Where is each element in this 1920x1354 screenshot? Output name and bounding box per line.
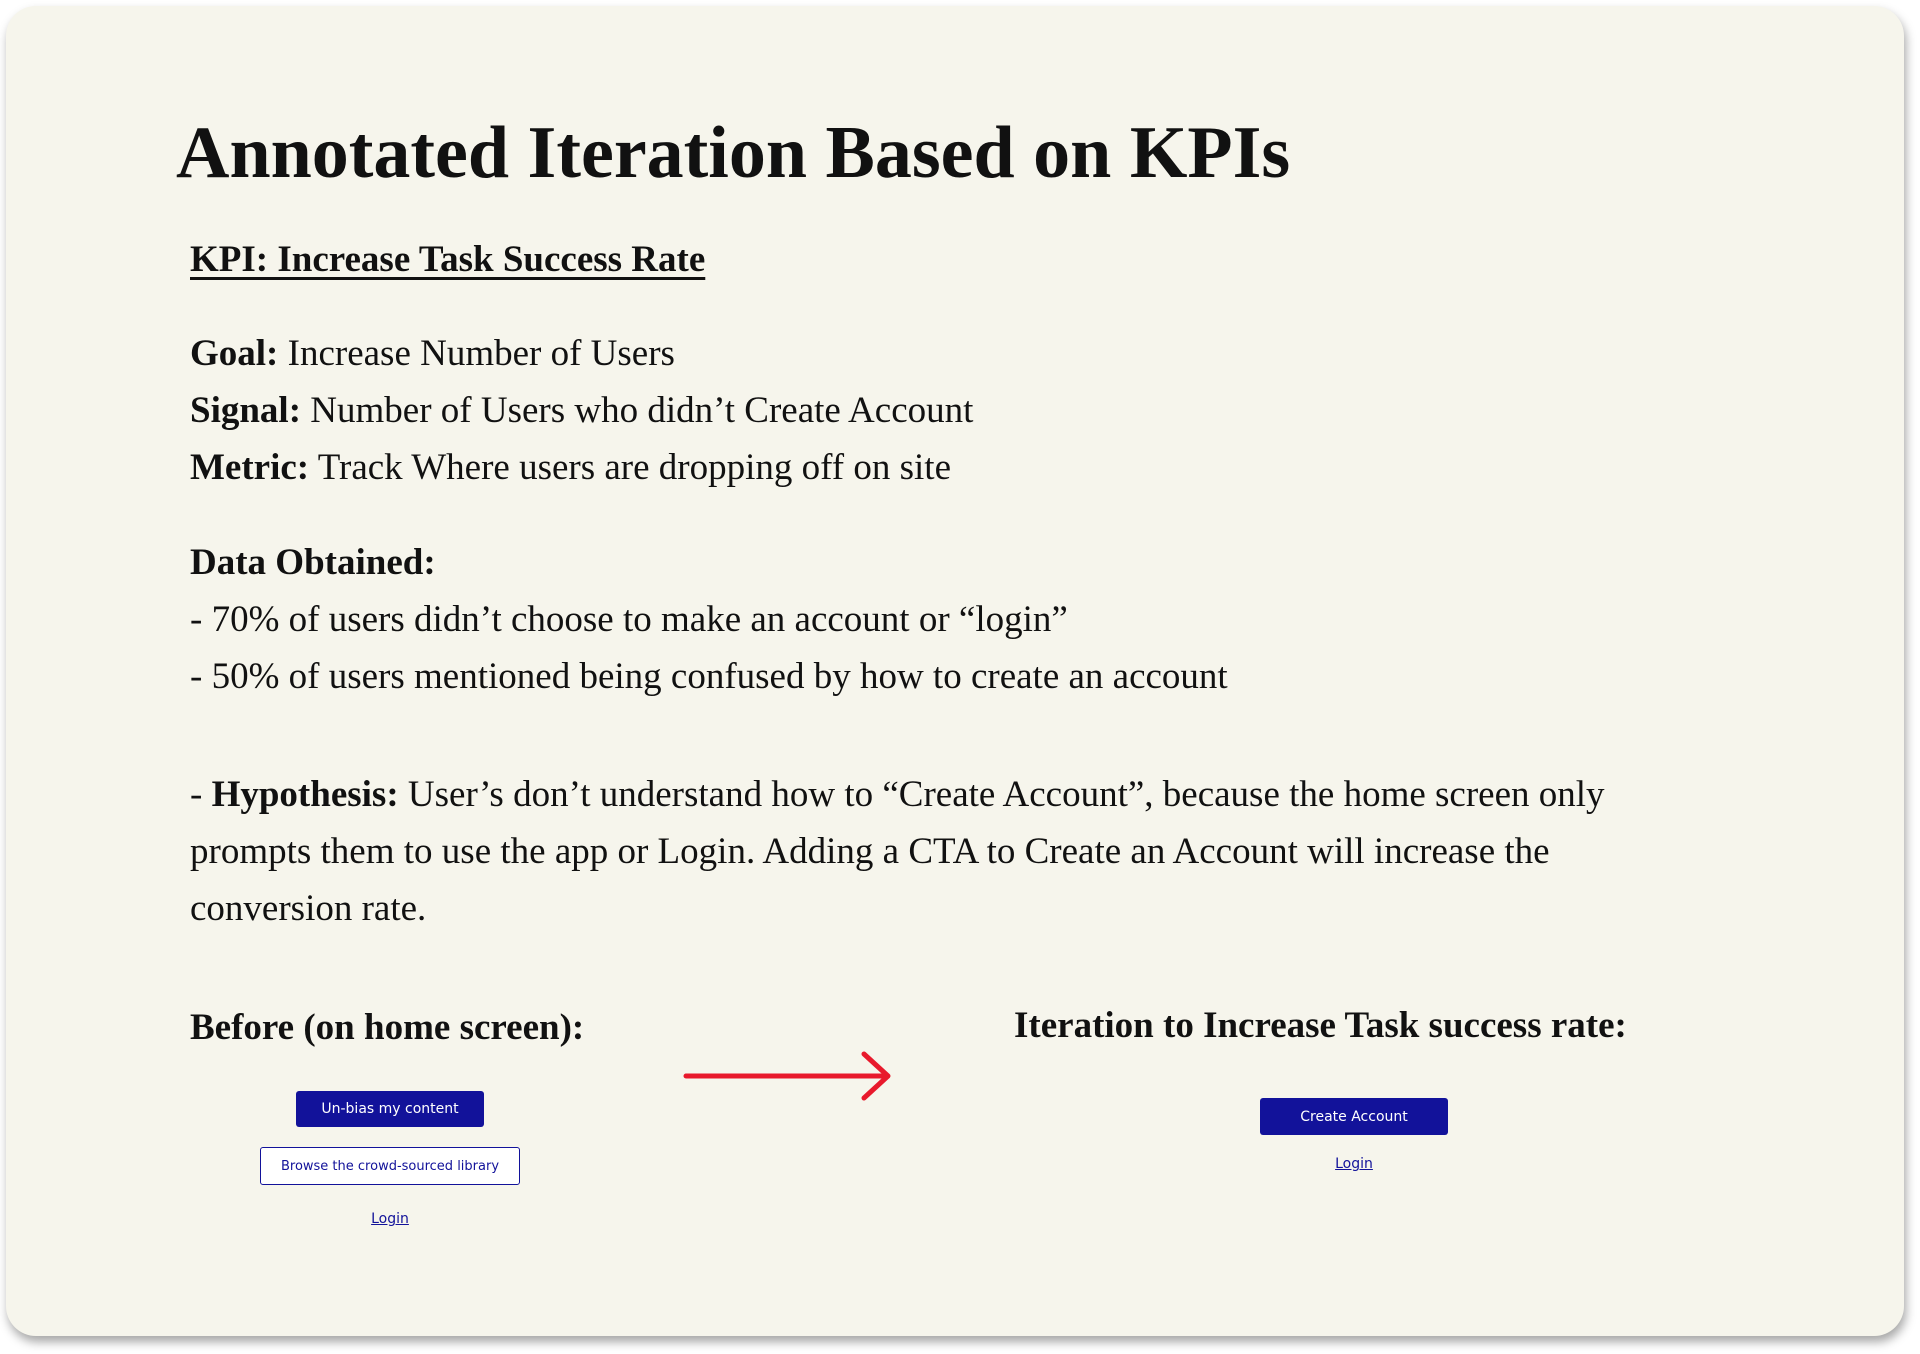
hypothesis-label: Hypothesis: bbox=[211, 774, 399, 815]
signal-line bbox=[190, 389, 973, 432]
right-arrow-icon bbox=[682, 1046, 896, 1106]
kpi-heading: KPI: Increase Task Success Rate bbox=[190, 239, 706, 280]
metric-line bbox=[190, 446, 951, 489]
signal-label: Signal: bbox=[190, 390, 302, 431]
slide-card bbox=[6, 6, 1904, 1336]
create-account-button[interactable]: Create Account bbox=[1260, 1098, 1448, 1135]
hypothesis-prefix: - bbox=[190, 774, 212, 815]
metric-text: Track Where users are dropping off on site bbox=[309, 447, 952, 488]
after-login-link[interactable]: Login bbox=[1335, 1156, 1373, 1172]
goal-text: Increase Number of Users bbox=[278, 333, 675, 374]
browse-library-button[interactable]: Browse the crowd-sourced library bbox=[260, 1147, 520, 1185]
data-item: - 50% of users mentioned being confused by how to create an account bbox=[190, 656, 1228, 697]
data-item: - 70% of users didn’t choose to make an account or “login” bbox=[190, 599, 1068, 640]
before-heading-part1: Before ( bbox=[190, 1007, 316, 1048]
data-obtained-heading bbox=[190, 541, 436, 584]
before-login-link[interactable]: Login bbox=[371, 1211, 409, 1227]
metric-label: Metric: bbox=[190, 447, 310, 488]
goal-label: Goal: bbox=[190, 333, 279, 374]
before-heading-part2: on home screen bbox=[315, 1007, 560, 1048]
iteration-heading: Iteration to Increase Task success rate: bbox=[1014, 1005, 1627, 1046]
before-heading bbox=[190, 1006, 584, 1049]
signal-text: Number of Users who didn’t Create Account bbox=[301, 390, 974, 431]
unbias-content-button[interactable]: Un-bias my content bbox=[296, 1091, 484, 1127]
goal-line bbox=[190, 332, 675, 375]
hypothesis-text: User’s don’t understand how to “Create Account”, because the home screen only prompts them to use the app or Login. Adding a CTA to Create an Account will increase the conversion rate. bbox=[190, 774, 1605, 929]
hypothesis-paragraph bbox=[190, 766, 1670, 937]
slide-title: Annotated Iteration Based on KPIs bbox=[176, 112, 1291, 194]
before-heading-part3: ): bbox=[559, 1007, 585, 1048]
data-obtained-label: Data Obtained: bbox=[190, 542, 436, 583]
